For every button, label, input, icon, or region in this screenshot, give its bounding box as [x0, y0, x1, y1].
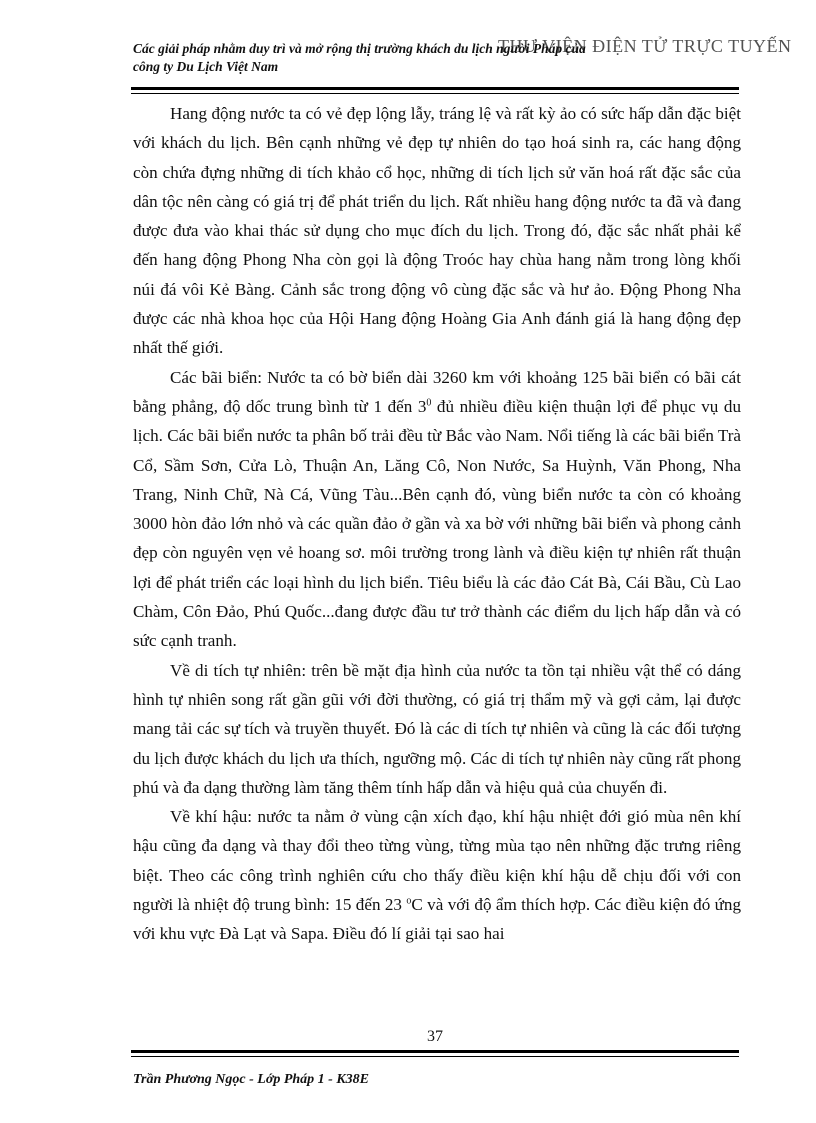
running-header [133, 40, 693, 76]
document-body [133, 99, 741, 949]
paragraph-climate [133, 802, 741, 948]
running-footer: Trần Phương Ngọc - Lớp Pháp 1 - K38E [133, 1072, 370, 1087]
paragraph-beaches [133, 363, 741, 656]
beaches-text-a: Các bãi biển: Nước ta có bờ biển dài 3260 km với khoảng 125 bãi biển có bãi cát bằng phẳng, độ dốc trung bình từ 1 đến 3 [133, 367, 741, 416]
page-number: 37 [427, 1028, 443, 1045]
climate-text-b: C và với độ ẩm thích hợp. Các điều kiện đó ứng với khu vực Đà Lạt và Sapa. Điều đó lí giải tại sao hai [133, 895, 741, 944]
degree-superscript: 0 [426, 397, 432, 409]
header-divider [131, 87, 739, 94]
climate-text-a: Về khí hậu: nước ta nằm ở vùng cận xích đạo, khí hậu nhiệt đới gió mùa nên khí hậu cũng đa dạng và thay đổi theo từng vùng, từng mùa tạo nên những đặc trưng riêng biệt. Theo các công trình nghiên cứu cho thấy điều kiện khí hậu dễ chịu đối với con người là nhiệt độ trung bình: 15 đến 23 [133, 807, 741, 915]
header-line-1: Các giải pháp nhằm duy trì và mở rộng thị trường khách du lịch người Pháp của [133, 41, 586, 56]
celsius-superscript: o [406, 895, 412, 907]
beaches-text-b: đủ nhiều điều kiện thuận lợi để phục vụ du lịch. Các bãi biển nước ta phân bố trải đều từ Bắc vào Nam. Nổi tiếng là các bãi biển Trà Cổ, Sầm Sơn, Cửa Lò, Thuận An, Lăng Cô, Non Nước, Sa Huỳnh, Văn Phong, Nha Trang, Ninh Chữ, Nà Cá, Vũng Tàu...Bên cạnh đó, vùng biển nước ta còn có khoảng 3000 hòn đảo lớn nhỏ và các quần đảo ở gần và xa bờ với những bãi biển và phong cảnh đẹp còn nguyên vẹn vẻ hoang sơ. môi trường trong lành và điều kiện tự nhiên rất thuận lợi để phát triển các loại hình du lịch biển. Tiêu biểu là các đảo Cát Bà, Cái Bầu, Cù Lao Chàm, Côn Đảo, Phú Quốc...đang được đầu tư trở thành các điểm du lịch hấp dẫn và có sức cạnh tranh. [133, 396, 741, 651]
header-line-2: công ty Du Lịch Việt Nam [133, 59, 279, 74]
watermark-text: THƯ VIỆN ĐIỆN TỬ TRỰC TUYẾN [498, 36, 792, 56]
paragraph-natural-sites: Về di tích tự nhiên: trên bề mặt địa hình của nước ta tồn tại nhiều vật thể có dáng hình tự nhiên song rất gần gũi với đời thường, có giá trị thẩm mỹ và gợi cảm, lại được mang tải các sự tích và truyền thuyết. Đó là các di tích tự nhiên và cũng là các đối tượng du lịch được khách du lịch ưa thích, ngưỡng mộ. Các di tích tự nhiên này cũng rất phong phú và đa dạng thường làm tăng thêm tính hấp dẫn và hiệu quả của chuyến đi. [133, 660, 741, 797]
footer-divider [131, 1050, 739, 1057]
paragraph-caves: Hang động nước ta có vẻ đẹp lộng lẫy, tráng lệ và rất kỳ ảo có sức hấp dẫn đặc biệt với khách du lịch. Bên cạnh những vẻ đẹp tự nhiên do tạo hoá sinh ra, các hang động còn chứa đựng những di tích khảo cổ học, những di tích lịch sử văn hoá rất đặc sắc của dân tộc nên càng có giá trị để phát triển du lịch. Rất nhiều hang động nước ta đã và đang được đưa vào khai thác sử dụng cho mục đích du lịch. Trong đó, đặc sắc nhất phải kể đến hang động Phong Nha còn gọi là động Troóc hay chùa hang nằm trong lòng khối núi đá vôi Kẻ Bàng. Cảnh sắc trong động vô cùng đặc sắc và hư ảo. Động Phong Nha được các nhà khoa học của Hội Hang động Hoàng Gia Anh đánh giá là hang động đẹp nhất thế giới. [133, 104, 741, 358]
